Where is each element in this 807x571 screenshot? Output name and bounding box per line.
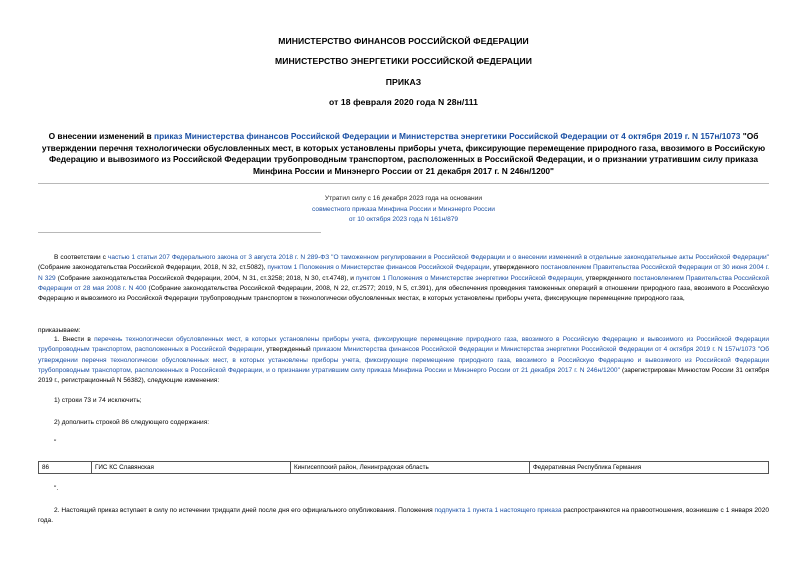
divider-short bbox=[38, 232, 321, 233]
order-heading: ПРИКАЗ bbox=[385, 77, 422, 87]
list-of-places-link[interactable]: перечень технологически обусловленных мест, в которых установлены приборы учета, фиксирующие перемещение природного газа, ввозимого в Российскую Федерацию и вывозимого из Российской Федерации трубопроводным транспортом, расположенных в Российской Федерации bbox=[38, 336, 769, 354]
order-157n-link[interactable]: приказом Министерства финансов Российской Федерации и Министерства энергетики Российской Федерации от 4 октября 2019 г. N 157н/1073 "Об утверждении перечня технологически обусловленных мест, в которых установлены приборы учета, фиксирующие перемещение природного газа, ввозимого в Российскую Федерацию и вывозимого из Российской Федерации трубопроводным транспортом, расположенных в Российской Федерации, и о признании утратившим силу приказа Минфина России и Минэнерго России от 21 декабря 2017 г. N 246н/1200" bbox=[38, 346, 769, 374]
title-order-link[interactable]: приказ Министерства финансов Российской Федерации и Министерства энергетики Российской Федерации от 4 октября 2019 г. N 157н/1073 bbox=[154, 131, 741, 141]
item-2-text-2: распространяются на правоотношения, возникшие с 1 января 2020 года. bbox=[38, 507, 769, 525]
item-1-text-1: 1. Внести в bbox=[54, 336, 95, 343]
preamble-text-2: (Собрание законодательства Российской Федерации, 2018, N 32, ст.5082), bbox=[38, 264, 268, 272]
preamble-text-4: (Собрание законодательства Российской Федерации, 2004, N 31, ст.3258; 2018, N 30, ст.4748), и bbox=[55, 274, 356, 282]
item-1-text-3: (зарегистрирован Минюстом России 31 октября 2019 г., регистрационный N 56382), следующие изменения: bbox=[38, 366, 769, 385]
preamble-text-6: (Собрание законодательства Российской Федерации, 2008, N 22, ст.2577; 2019, N 5, ст.391), для обеспечения проведения таможенных операций в отношении природного газа, ввозимого в Российскую Федерацию и вывозимого из Российской Федерации трубопроводным транспортом в технологически обусловленных местах, в которых установлены приборы учета, фиксирующие перемещение природного газа, bbox=[38, 284, 769, 303]
federal-law-link[interactable]: частью 1 статьи 207 Федерального закона от 3 августа 2018 г. N 289-ФЗ "О таможенном регулировании в Российской Федерации и о внесении изменений в отдельные законодательные акты Российской Федерации" bbox=[107, 254, 769, 261]
ministry-energy-heading: МИНИСТЕРСТВО ЭНЕРГЕТИКИ РОССИЙСКОЙ ФЕДЕРАЦИИ bbox=[274, 56, 533, 66]
item-2-text-1: 2. Настоящий приказ вступает в силу по истечении тридцати дней после дня его официального опубликования. Положения bbox=[54, 507, 435, 514]
preamble-text-3: , утвержденного bbox=[489, 264, 541, 272]
item-1-text-2: , утвержденный bbox=[262, 346, 313, 354]
status-order-date-link[interactable]: от 10 октября 2023 года N 161н/879 bbox=[348, 216, 459, 223]
status-line-1: Утратил силу с 16 декабря 2023 года на основании bbox=[324, 195, 483, 202]
subitem-2: 2) дополнить строкой 86 следующего содержания: bbox=[54, 419, 210, 426]
status-note bbox=[300, 194, 507, 226]
quote-open: " bbox=[54, 439, 57, 446]
table-row bbox=[39, 462, 769, 474]
ministry-finance-heading: МИНИСТЕРСТВО ФИНАНСОВ РОССИЙСКОЙ ФЕДЕРАЦИИ bbox=[278, 36, 529, 46]
subitem-reference-link[interactable]: подпункта 1 пункта 1 настоящего приказа bbox=[434, 507, 562, 514]
preamble-text-5: , утвержденного bbox=[581, 274, 634, 282]
title-prefix: О внесении изменений в bbox=[48, 131, 155, 141]
title-suffix: "Об утверждении перечня технологически обусловленных мест, в которых установлены приборы учета, фиксирующие перемещение природного газа, ввозимого в Российскую Федерацию и вывозимого из Российской Федерации трубопроводным транспортом, расположенных в Российской Федерации, и о признании утратившим силу приказа Минфина России и Минэнерго России от 21 декабря 2017 г. N 246н/1200" bbox=[41, 131, 766, 176]
item-1-paragraph bbox=[38, 335, 769, 386]
subitem-1: 1) строки 73 и 74 исключить; bbox=[54, 397, 142, 404]
table-cell-country: Федеративная Республика Германия bbox=[530, 462, 769, 474]
item-2-paragraph bbox=[38, 506, 769, 527]
status-order-link[interactable]: совместного приказа Минфина России и Минэнерго России bbox=[312, 205, 495, 213]
added-row-table bbox=[38, 461, 769, 474]
government-decree-400-link[interactable]: постановлением Правительства Российской Федерации от 28 мая 2008 г. N 400 bbox=[38, 274, 769, 292]
order-date-number: от 18 февраля 2020 года N 28н/111 bbox=[328, 97, 479, 107]
table-cell-number: 86 bbox=[39, 462, 92, 474]
government-decree-329-link[interactable]: постановлением Правительства Российской Федерации от 30 июня 2004 г. N 329 bbox=[38, 264, 770, 282]
minenergo-regulation-link[interactable]: пунктом 1 Положения о Министерстве энергетики Российской Федерации bbox=[355, 274, 582, 282]
quote-close: ". bbox=[54, 485, 59, 492]
minfin-regulation-link[interactable]: пунктом 1 Положения о Министерстве финансов Российской Федерации bbox=[267, 264, 490, 272]
order-word: приказываем: bbox=[38, 327, 81, 334]
table-cell-location: Кингисеппский район, Ленинградская область bbox=[291, 462, 530, 474]
preamble-text-1: В соответствии с bbox=[54, 254, 108, 261]
document-title bbox=[38, 131, 769, 177]
preamble-paragraph bbox=[38, 253, 769, 304]
table-cell-place: ГИС КС Славянская bbox=[92, 462, 291, 474]
divider-top bbox=[38, 183, 769, 184]
